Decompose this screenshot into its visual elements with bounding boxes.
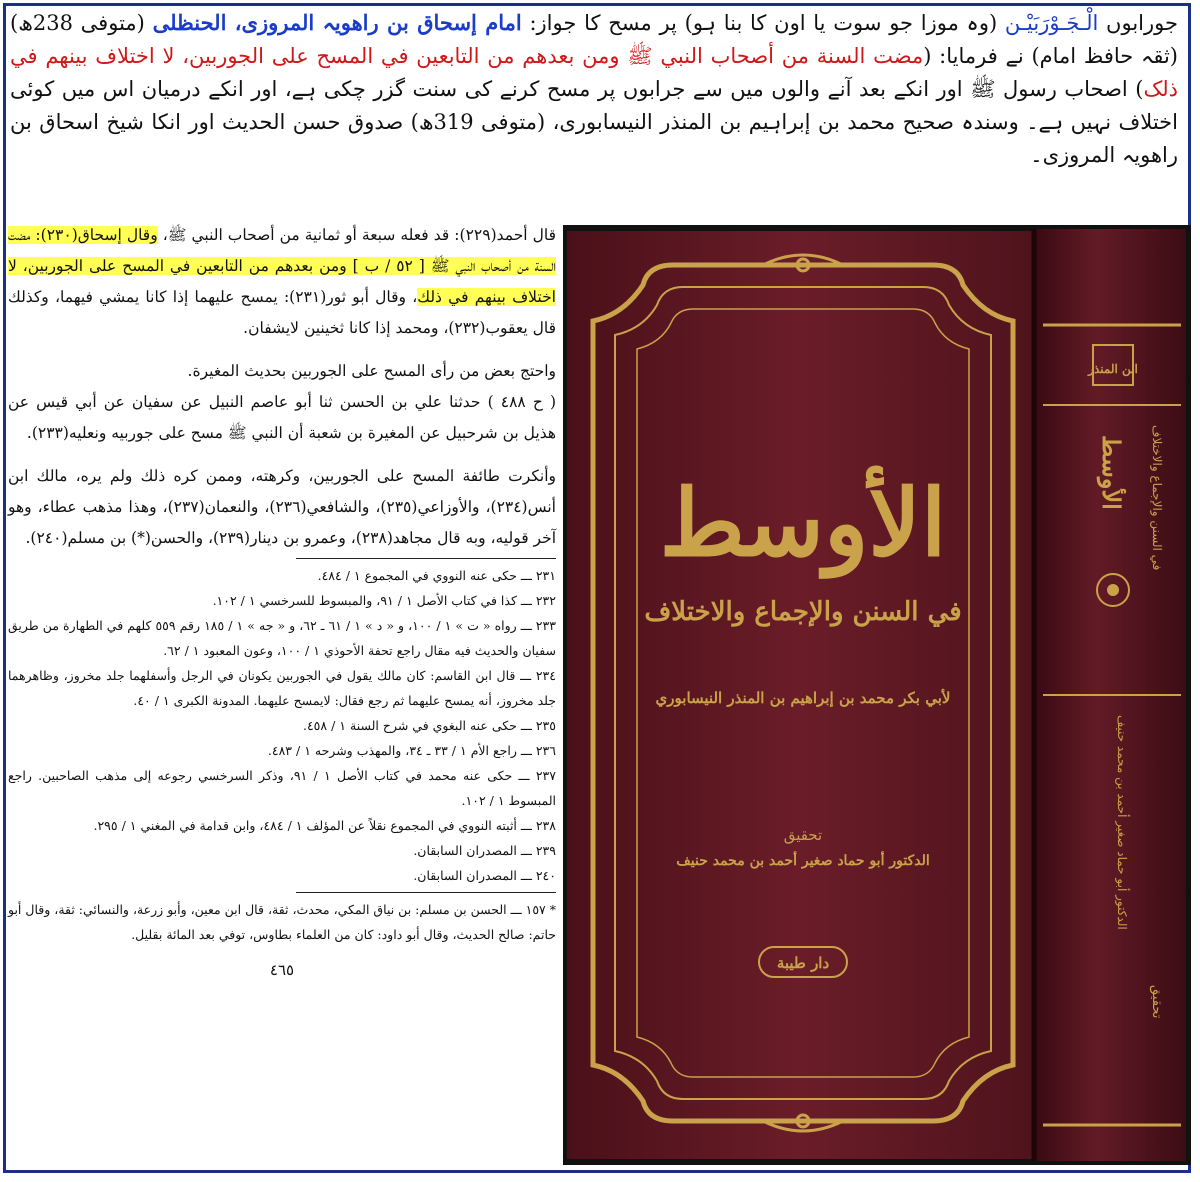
footnote: ٢٣٦ ـــ راجع الأم ١ / ٣٣ ـ ٣٤، والمهذب وشرحه ١ / ٤٨٣.	[267, 743, 556, 758]
spine-subtitle: في السنن والإجماع والاختلاف	[1150, 425, 1164, 571]
scanned-page	[8, 220, 556, 1160]
footnote: ٢٣٩ ـــ المصدران السابقان.	[413, 843, 556, 858]
book-editor: الدكتور أبو حماد صغير أحمد بن محمد حنيف	[676, 853, 930, 869]
header-text: جورابوں	[1098, 11, 1178, 35]
header-term: الْـجَـوْرَبَيْـن	[1004, 11, 1099, 35]
footnote: ٢٤٠ ـــ المصدران السابقان.	[413, 868, 556, 883]
spine-editor-label: تحقيق	[1149, 985, 1164, 1019]
header-sanad: وسندہ صحیح محمد بن إبراہیم بن المنذر النیسابوری، (متوفی 319ھ) صدوق حسن الحدیث اور انکا شیخ اسحاق بن راھویہ المروزی۔	[10, 110, 1178, 167]
highlighted-quote: وقال إسحاق(٢٣٠): مضت السنة من أصحاب النبي ﷺ [ ٥٢ / ب ] ومن بعدهم من التابعين في المسح على الجوربين، لا اختلاف بينهم في ذلك	[8, 226, 556, 306]
footnote: ٢٣٤ ـــ قال ابن القاسم: كان مالك يقول في الجوربين يكونان في الرجل وأسفلهما جلد مخروز، وظاهرهما جلد مخروز، أنه يمسح عليهما ثم رجع فقال: لايمسح عليهما. المدونة الكبرى ١ / ٤٠.	[8, 668, 556, 708]
book-title: الأوسط	[659, 469, 947, 577]
page-number: ٤٦٥	[269, 961, 295, 979]
scan-paragraph: واحتج بعض من رأى المسح على الجوربين بحديث المغيرة.	[187, 362, 556, 380]
header-text: (متوفی 238ھ) (ثقہ حافظ امام) نے فرمایا: (	[10, 11, 1178, 68]
spine-editor: الدكتور أبو حماد صغير أحمد بن محمد حنيف	[1115, 715, 1129, 930]
footnote: ٢٣٥ ـــ حكى عنه البغوي في شرح السنة ١ / ٤٥٨.	[302, 718, 556, 733]
scan-paragraph: ( ح ٤٨٨ ) حدثنا علي بن الحسن ثنا أبو عاصم النبيل عن سفيان عن أبي قيس عن هذيل بن شرحبيل عن المغيرة بن شعبة أن النبي ﷺ مسح على جوربيه ونعليه(٢٣٣).	[8, 393, 556, 442]
scan-paragraph: قال أحمد(٢٢٩): قد فعله سبعة أو ثمانية من أصحاب النبي ﷺ، وقال إسحاق(٢٣٠): مضت السنة من أصحاب النبي ﷺ [ ٥٢ / ب ] ومن بعدهم من التابعين في المسح على الجوربين، لا اختلاف بينهم في ذلك، وقال أبو ثور(٢٣١): يمسح عليهما إذا كانا يمشي فيهما، وكذلك قال يعقوب(٢٣٢)، ومحمد إذا كانا ثخينين لايشفان.	[8, 226, 557, 337]
footnote: ٢٣٣ ـــ رواه « ت » ١ / ١٠٠، و « د » ١ / ٦١ ـ ٦٢، و « جه » ١ / ١٨٥ رقم ٥٥٩ كلهم في الطهارة من طريق سفيان والحديث فيه مقال راجع تحفة الأحوذي ١ / ١٠٠، وعون المعبود ١ / ٦٢.	[8, 618, 556, 658]
header-text: (وہ موزا جو سوت یا اون کا بنا ہو) پر مسح کا جواز:	[521, 11, 1005, 35]
spine-author: ابن المنذر	[1088, 362, 1138, 376]
header-imam-name: امام إسحاق بن راھویہ المروزی، الحنظلی	[152, 10, 522, 35]
book-subtitle: في السنن والإجماع والاختلاف	[644, 597, 962, 627]
header-translation: ) اصحاب رسول ﷺ اور انکے بعد آنے والوں میں سے جرابوں پر مسح کرنے کی سنت گزر چکی ہے، اور انکے درمیان اس میں کوئی اختلاف نہیں ہے۔	[10, 77, 1178, 134]
book-cover-photo	[563, 225, 1191, 1165]
footnote: ٢٣١ ـــ حكى عنه النووي في المجموع ١ / ٤٨٤.	[317, 568, 556, 583]
scan-paragraph: وأنكرت طائفة المسح على الجوربين، وكرهته، وممن كره ذلك ولم يره، مالك ابن أنس(٢٣٤)، والأوزاعي(٢٣٥)، والشافعي(٢٣٦)، والنعمان(٢٣٧)، وهذا مذهب عطاء، وهو آخر قوليه، وبه قال مجاهد(٢٣٨)، وعمرو بن دينار(٢٣٩)، والحسن(*) بن مسلم(٢٤٠).	[8, 467, 556, 547]
header-arabic-quote: مضت السنة من أصحاب النبي ﷺ ومن بعدهم من التابعين في المسح على الجوربين، لا اختلاف بينهم في ذلک	[10, 44, 1178, 101]
spine-title: الأوسط	[1097, 435, 1126, 510]
footnote: ٢٣٢ ـــ كذا في كتاب الأصل ١ / ٩١، والمبسوط للسرخسي ١ / ١٠٢.	[212, 593, 556, 608]
footnote: ٢٣٧ ـــ حكى عنه محمد في كتاب الأصل ١ / ٩١، وذكر السرخسي رجوعه إلى مذهب الصاحبين. راجع المبسوط ١ / ١٠٢.	[8, 768, 556, 808]
footnote: ٢٣٨ ـــ أثبته النووي في المجموع نقلاً عن المؤلف ١ / ٤٨٤، وابن قدامة في المغني ١ / ٢٩٥.	[93, 818, 556, 833]
footnote-separator	[296, 558, 556, 559]
publisher-name: دار طيبة	[776, 954, 830, 972]
urdu-header	[10, 6, 1178, 172]
book-author: لأبي بكر محمد بن إبراهيم بن المنذر النيسابوري	[655, 689, 951, 707]
star-footnote: * ١٥٧ ـــ الحسن بن مسلم: بن نياق المكي، محدث، ثقة، قال ابن معين، وأبو زرعة، والنسائي: ثقة، وقال أبو حاتم: صالح الحديث، وقال أبو داود: كان من العلماء بطاوس، توفي بعد المائة بقليل.	[8, 902, 556, 942]
footnote-separator	[296, 892, 556, 893]
editor-label: تحقيق	[783, 826, 823, 844]
book-cover-svg	[563, 225, 1191, 1165]
